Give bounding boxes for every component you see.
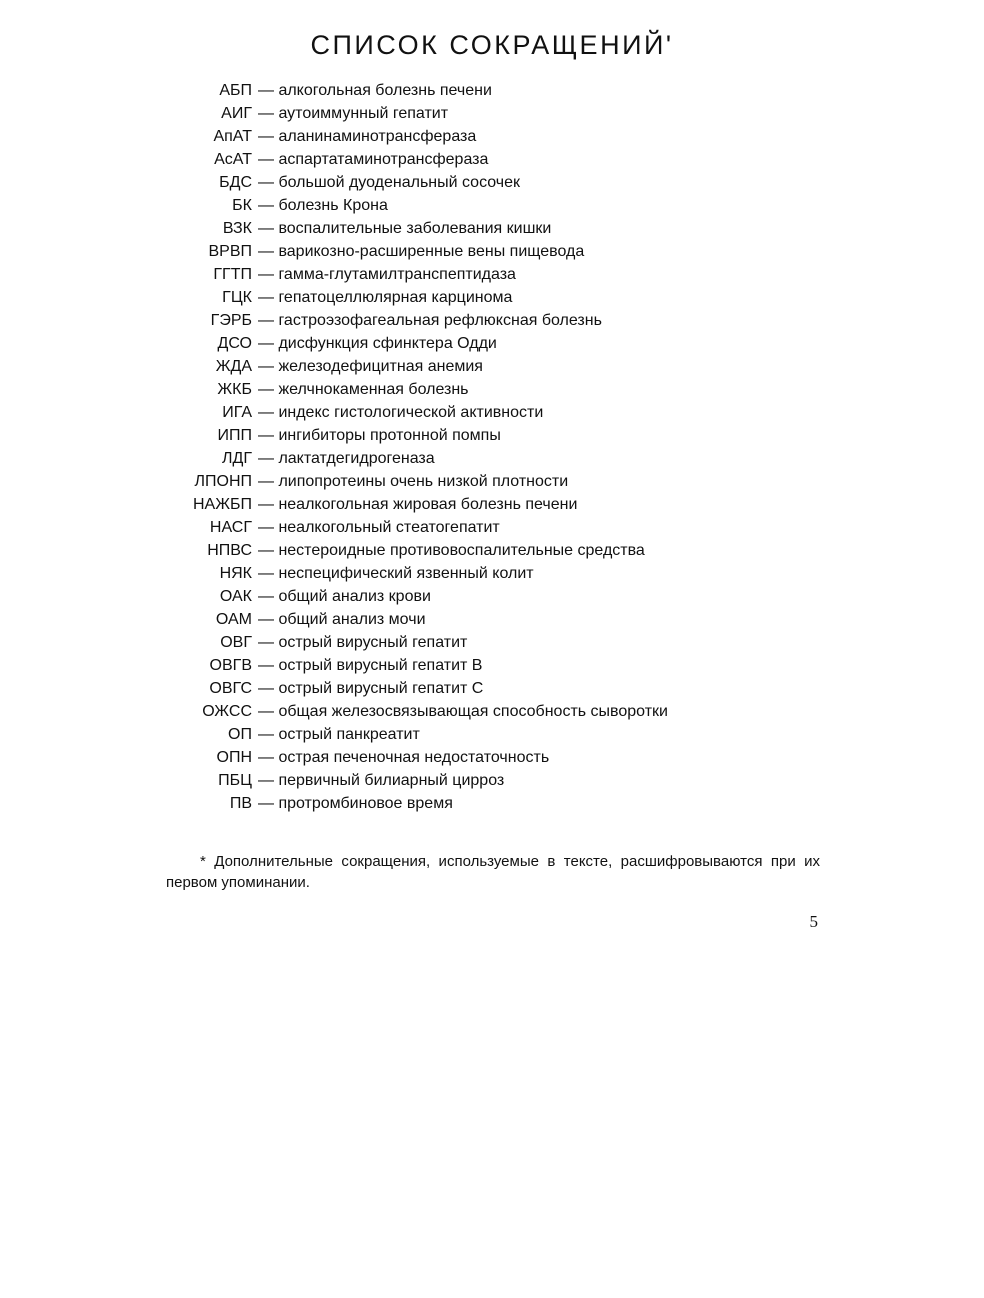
- list-item: [0, 286, 984, 309]
- abbreviation-term: ИПП: [217, 427, 252, 444]
- abbreviation-definition: — аспартатаминотрансфераза: [258, 151, 489, 168]
- list-item: [0, 332, 984, 355]
- abbreviation-definition: — гастроэзофагеальная рефлюксная болезнь: [258, 312, 602, 329]
- abbreviation-definition: — варикозно-расширенные вены пищевода: [258, 243, 585, 260]
- abbreviation-term: ДСО: [217, 335, 252, 352]
- list-item: [0, 654, 984, 677]
- abbreviation-term: ОПН: [216, 749, 252, 766]
- abbreviation-definition: — общая железосвязывающая способность сыворотки: [258, 703, 668, 720]
- abbreviation-term: АпАТ: [213, 128, 252, 145]
- abbreviation-term: АИГ: [221, 105, 252, 122]
- list-item: [0, 171, 984, 194]
- abbreviation-definition: — неалкогольная жировая болезнь печени: [258, 496, 578, 513]
- abbreviation-definition: — аутоиммунный гепатит: [258, 105, 449, 122]
- abbreviation-term: ВЗК: [222, 220, 252, 237]
- abbreviation-term: ОВГС: [209, 680, 252, 697]
- abbreviation-term: ЛДГ: [222, 450, 252, 467]
- abbreviation-term: ПБЦ: [218, 772, 252, 789]
- abbreviation-definition: — болезнь Крона: [258, 197, 388, 214]
- abbreviation-definition: — большой дуоденальный сосочек: [258, 174, 521, 191]
- abbreviation-term: БК: [232, 197, 252, 214]
- abbreviation-term: НАСГ: [209, 519, 252, 536]
- list-item: [0, 585, 984, 608]
- list-item: [0, 447, 984, 470]
- abbreviation-definition: — общий анализ мочи: [258, 611, 426, 628]
- abbreviation-term: АсАТ: [214, 151, 252, 168]
- abbreviation-term: ЛПОНП: [194, 473, 252, 490]
- abbreviation-term: ИГА: [222, 404, 252, 421]
- abbreviation-term: ВРВП: [208, 243, 252, 260]
- abbreviation-term: НПВС: [207, 542, 252, 559]
- abbreviation-definition: — общий анализ крови: [258, 588, 431, 605]
- abbreviation-definition: — желчнокаменная болезнь: [258, 381, 469, 398]
- abbreviation-definition: — аланинаминотрансфераза: [258, 128, 477, 145]
- list-item: [0, 631, 984, 654]
- abbreviation-term: ОАМ: [215, 611, 252, 628]
- abbreviation-definition: — гепатоцеллюлярная карцинома: [258, 289, 513, 306]
- abbreviation-definition: — дисфункция сфинктера Одди: [258, 335, 497, 352]
- abbreviation-definition: — первичный билиарный цирроз: [258, 772, 505, 789]
- list-item: [0, 401, 984, 424]
- abbreviation-definition: — железодефицитная анемия: [258, 358, 483, 375]
- abbreviation-term: ЖДА: [215, 358, 252, 375]
- abbreviation-term: НЯК: [219, 565, 252, 582]
- abbreviation-definition: — нестероидные противовоспалительные средства: [258, 542, 645, 559]
- page-number: 5: [809, 912, 818, 931]
- abbreviation-term: ЖКБ: [217, 381, 252, 398]
- list-item: [0, 769, 984, 792]
- list-item: [0, 194, 984, 217]
- list-item: [0, 263, 984, 286]
- abbreviation-term: ГЦК: [222, 289, 252, 306]
- abbreviation-definition: — ингибиторы протонной помпы: [258, 427, 501, 444]
- abbreviation-definition: — неспецифический язвенный колит: [258, 565, 534, 582]
- page-title: СПИСОК СОКРАЩЕНИЙ': [310, 30, 674, 60]
- list-item: [0, 125, 984, 148]
- abbreviation-definition: — острый вирусный гепатит В: [258, 657, 483, 674]
- list-item: [0, 470, 984, 493]
- abbreviation-definition: — острый вирусный гепатит: [258, 634, 468, 651]
- list-item: [0, 102, 984, 125]
- abbreviation-definition: — липопротеины очень низкой плотности: [258, 473, 569, 490]
- list-item: [0, 240, 984, 263]
- list-item: [0, 79, 984, 102]
- list-item: [0, 700, 984, 723]
- list-item: [0, 309, 984, 332]
- abbreviation-definition: — протромбиновое время: [258, 795, 453, 812]
- abbreviation-term: ОП: [228, 726, 252, 743]
- abbreviation-definition: — индекс гистологической активности: [258, 404, 544, 421]
- list-item: [0, 424, 984, 447]
- abbreviation-term: ОЖСС: [202, 703, 252, 720]
- list-item: [0, 723, 984, 746]
- abbreviation-definition: — острая печеночная недостаточность: [258, 749, 550, 766]
- list-item: [0, 217, 984, 240]
- abbreviation-definition: — воспалительные заболевания кишки: [258, 220, 552, 237]
- list-item: [0, 562, 984, 585]
- abbreviation-term: АБП: [219, 82, 252, 99]
- abbreviation-term: НАЖБП: [193, 496, 252, 513]
- list-item: [0, 516, 984, 539]
- abbreviation-definition: — острый панкреатит: [258, 726, 420, 743]
- list-item: [0, 746, 984, 769]
- list-item: [0, 378, 984, 401]
- abbreviation-definition: — острый вирусный гепатит С: [258, 680, 484, 697]
- abbreviation-list: [0, 79, 984, 815]
- list-item: [0, 608, 984, 631]
- list-item: [0, 539, 984, 562]
- abbreviation-definition: — лактатдегидрогеназа: [258, 450, 435, 467]
- list-item: [0, 792, 984, 815]
- abbreviation-term: ОВГВ: [209, 657, 252, 674]
- list-item: [0, 677, 984, 700]
- abbreviation-definition: — гамма-глутамилтранспептидаза: [258, 266, 516, 283]
- list-item: [0, 355, 984, 378]
- abbreviation-term: ОВГ: [220, 634, 252, 651]
- abbreviation-term: ОАК: [219, 588, 252, 605]
- abbreviation-term: ГГТП: [213, 266, 252, 283]
- abbreviation-term: БДС: [219, 174, 252, 191]
- list-item: [0, 148, 984, 171]
- abbreviation-definition: — алкогольная болезнь печени: [258, 82, 492, 99]
- abbreviation-term: ГЭРБ: [210, 312, 252, 329]
- abbreviation-definition: — неалкогольный стеатогепатит: [258, 519, 500, 536]
- footnote: * Дополнительные сокращения, используемые в тексте, расшифровываются при их первом упоминании.: [166, 853, 820, 891]
- list-item: [0, 493, 984, 516]
- abbreviation-term: ПВ: [229, 795, 252, 812]
